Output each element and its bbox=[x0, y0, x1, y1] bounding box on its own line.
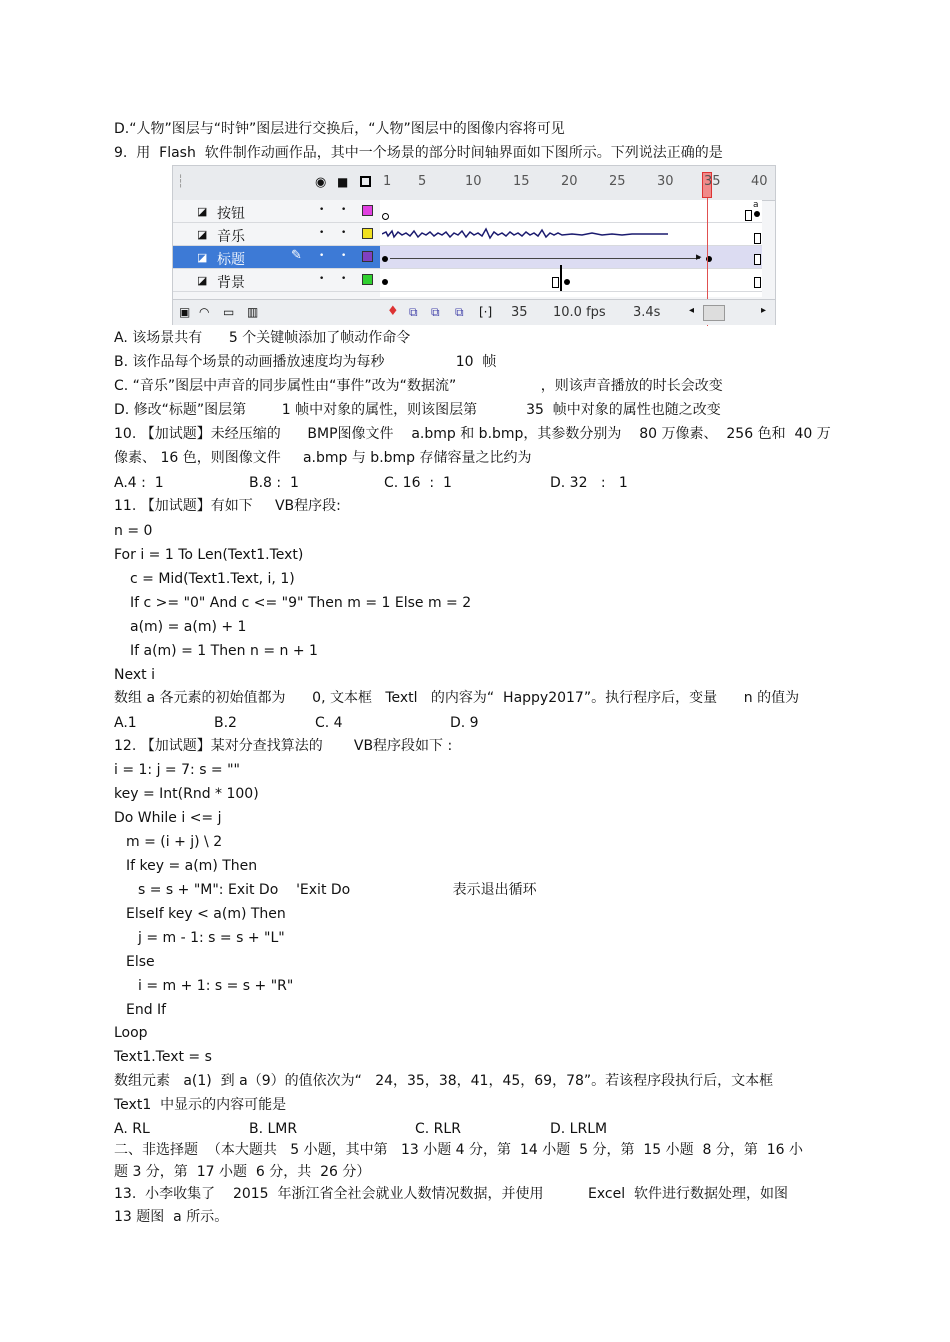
q10-option-b: B.8 : 1 bbox=[249, 475, 299, 491]
layer-name: 音乐 bbox=[217, 229, 245, 245]
code-line: n = 0 bbox=[114, 523, 153, 539]
frame-row: a bbox=[380, 200, 762, 223]
code-line: ElseIf key < a(m) Then bbox=[126, 906, 286, 922]
scroll-left-icon[interactable]: ◂ bbox=[689, 305, 695, 316]
q12-option-b: B. LMR bbox=[249, 1121, 298, 1137]
ruler-tick: 20 bbox=[561, 174, 578, 189]
layer-row-background[interactable] bbox=[173, 269, 380, 292]
layer-name: 按钮 bbox=[217, 206, 245, 222]
layer-name: 背景 bbox=[217, 275, 245, 291]
code-line: Do While i <= j bbox=[114, 810, 222, 826]
code-line: Loop bbox=[114, 1025, 148, 1041]
layer-color-swatch bbox=[362, 274, 373, 285]
q12-stem: 12. 【加试题】某对分查找算法的 VB程序段如下 : bbox=[114, 738, 453, 754]
pencil-icon: ✎ bbox=[291, 248, 302, 263]
q11-stem: 11. 【加试题】有如下 VB程序段: bbox=[114, 498, 341, 514]
ruler-tick: 5 bbox=[418, 174, 427, 189]
timeline-header: ┆ ◉ ■ 1 5 10 15 20 25 30 35 40 bbox=[173, 166, 775, 201]
q10-stem: 10. 【加试题】未经压缩的 BMP图像文件 a.bmp 和 b.bmp，其参数分别为 80 万像素、 256 色和 40 万 bbox=[114, 426, 831, 442]
onion-skin-icon[interactable]: ⧉ bbox=[409, 305, 418, 319]
q11-option-a: A.1 bbox=[114, 715, 137, 731]
q9-stem: 9. 用 Flash 软件制作动画作品，其中一个场景的部分时间轴界面如下图所示。下列说法正确的是 bbox=[114, 145, 723, 161]
visibility-dot[interactable]: • bbox=[319, 228, 325, 238]
q9-option-c: C. “音乐”图层中声音的同步属性由“事件”改为“数据流” ，则该声音播放的时长会改变 bbox=[114, 378, 723, 394]
code-line: j = m - 1: s = s + "L" bbox=[138, 930, 285, 946]
q10-option-d: D. 32 : 1 bbox=[550, 475, 628, 491]
current-frame: 35 bbox=[511, 305, 528, 320]
visibility-dot[interactable]: • bbox=[319, 274, 325, 284]
frame-rate: 10.0 fps bbox=[553, 305, 606, 320]
visibility-dot[interactable]: • bbox=[319, 205, 325, 215]
section-2-heading-cont: 题 3 分，第 17 小题 6 分，共 26 分） bbox=[114, 1164, 371, 1180]
code-line: c = Mid(Text1.Text, i, 1) bbox=[130, 571, 295, 587]
layer-color-swatch bbox=[362, 228, 373, 239]
q12-option-a: A. RL bbox=[114, 1121, 150, 1137]
q10-stem-cont: 像素、 16 色，则图像文件 a.bmp 与 b.bmp 存储容量之比约为 bbox=[114, 450, 532, 466]
code-line: m = (i + j) \ 2 bbox=[126, 834, 223, 850]
modify-markers-icon[interactable]: [·] bbox=[479, 305, 493, 319]
frame-end bbox=[552, 277, 559, 288]
elapsed-time: 3.4s bbox=[633, 305, 661, 320]
ruler-tick: 25 bbox=[609, 174, 626, 189]
q9-option-a: A. 该场景共有 5 个关键帧添加了帧动作命令 bbox=[114, 330, 411, 346]
q13-stem-cont: 13 题图 a 所示。 bbox=[114, 1209, 229, 1225]
code-line: If a(m) = 1 Then n = n + 1 bbox=[130, 643, 318, 659]
horizontal-scrollbar[interactable] bbox=[703, 305, 725, 321]
layer-icon: ◪ bbox=[197, 228, 208, 241]
code-line: s = s + "M": Exit Do 'Exit Do 表示退出循环 bbox=[138, 882, 537, 898]
folder-icon[interactable]: ▭ bbox=[223, 305, 235, 319]
keyframe bbox=[382, 256, 388, 262]
frame-end bbox=[754, 254, 761, 265]
q10-option-a: A.4 : 1 bbox=[114, 475, 164, 491]
q11-option-b: B.2 bbox=[214, 715, 237, 731]
q12-option-d: D. LRLM bbox=[550, 1121, 608, 1137]
frame-area[interactable] bbox=[380, 200, 762, 297]
sound-waveform bbox=[382, 223, 672, 245]
layer-color-swatch bbox=[362, 251, 373, 262]
layer-row-title[interactable] bbox=[173, 246, 380, 269]
visibility-dot[interactable]: • bbox=[319, 251, 325, 261]
outline-icon bbox=[360, 176, 371, 187]
code-line: Next i bbox=[114, 667, 155, 683]
onion-outline-icon[interactable]: ⧉ bbox=[431, 305, 440, 319]
layer-row-button[interactable] bbox=[173, 200, 380, 223]
frame-row bbox=[380, 269, 762, 292]
layer-color-swatch bbox=[362, 205, 373, 216]
ruler-tick: 35 bbox=[704, 174, 721, 189]
lock-icon: ■ bbox=[337, 175, 349, 189]
q8-option-d: D.“人物”图层与“时钟”图层进行交换后，“人物”图层中的图像内容将可见 bbox=[114, 121, 565, 137]
center-frame-icon[interactable]: ♦ bbox=[387, 304, 399, 319]
frame-end bbox=[745, 210, 752, 221]
q9-option-b: B. 该作品每个场景的动画播放速度均为每秒 10 帧 bbox=[114, 354, 497, 370]
flash-timeline bbox=[172, 165, 776, 325]
ruler-tick: 40 bbox=[751, 174, 768, 189]
ruler-tick: 15 bbox=[513, 174, 530, 189]
frame-end bbox=[754, 277, 761, 288]
scroll-right-icon[interactable]: ▸ bbox=[761, 305, 767, 316]
keyframe bbox=[382, 279, 388, 285]
code-line: End If bbox=[126, 1002, 167, 1018]
lock-dot[interactable]: • bbox=[341, 274, 347, 284]
code-line: Else bbox=[126, 954, 155, 970]
q10-option-c: C. 16 : 1 bbox=[384, 475, 452, 491]
frame-end bbox=[754, 233, 761, 244]
blank-keyframe bbox=[382, 213, 389, 220]
trash-icon[interactable]: ▥ bbox=[247, 305, 259, 319]
q11-option-d: D. 9 bbox=[450, 715, 479, 731]
lock-dot[interactable]: • bbox=[341, 228, 347, 238]
layer-icon: ◪ bbox=[197, 205, 208, 218]
q12-option-c: C. RLR bbox=[415, 1121, 461, 1137]
ruler-tick: 10 bbox=[465, 174, 482, 189]
code-line: For i = 1 To Len(Text1.Text) bbox=[114, 547, 304, 563]
eye-icon: ◉ bbox=[315, 175, 327, 190]
layer-name: 标题 bbox=[217, 252, 245, 268]
keyframe bbox=[564, 279, 570, 285]
layer-icon: ◪ bbox=[197, 251, 208, 264]
lock-dot[interactable]: • bbox=[341, 205, 347, 215]
frame-row bbox=[380, 223, 762, 246]
motion-guide-icon[interactable]: ◠ bbox=[199, 305, 210, 319]
section-2-heading: 二、非选择题 （本大题共 5 小题，其中第 13 小题 4 分，第 14 小题 5 分，第 15 小题 8 分，第 16 小 bbox=[114, 1142, 804, 1158]
frame-row: ▸ bbox=[380, 246, 762, 269]
timeline-footer bbox=[173, 299, 775, 325]
code-line: If c >= "0" And c <= "9" Then m = 1 Else m = 2 bbox=[130, 595, 472, 611]
q12-stem-cont2: Text1 中显示的内容可能是 bbox=[114, 1097, 287, 1113]
layer-row-music[interactable] bbox=[173, 223, 380, 246]
code-line: i = 1: j = 7: s = "" bbox=[114, 762, 240, 778]
q13-stem: 13. 小李收集了 2015 年浙江省全社会就业人数情况数据，并使用 Excel 软件进行数据处理，如图 bbox=[114, 1186, 788, 1202]
q9-option-d: D. 修改“标题”图层第 1 帧中对象的属性，则该图层第 35 帧中对象的属性也随之改变 bbox=[114, 402, 721, 418]
code-line: Text1.Text = s bbox=[114, 1049, 212, 1065]
ruler-tick: 30 bbox=[657, 174, 674, 189]
q12-stem-cont: 数组元素 a(1) 到 a（9）的值依次为“ 24，35，38，41，45，69，78”。若该程序段执行后，文本框 bbox=[114, 1073, 774, 1089]
code-line: a(m) = a(m) + 1 bbox=[130, 619, 247, 635]
code-line: If key = a(m) Then bbox=[126, 858, 258, 874]
q11-option-c: C. 4 bbox=[315, 715, 343, 731]
q11-stem-cont: 数组 a 各元素的初始值都为 0, 文本框 Textl 的内容为“ Happy2017”。执行程序后，变量 n 的值为 bbox=[114, 690, 800, 706]
edit-multiple-icon[interactable]: ⧉ bbox=[455, 305, 464, 319]
code-line: key = Int(Rnd * 100) bbox=[114, 786, 259, 802]
ruler-tick: 1 bbox=[383, 174, 392, 189]
code-line: i = m + 1: s = s + "R" bbox=[138, 978, 294, 994]
keyframe bbox=[754, 211, 760, 217]
new-layer-icon[interactable]: ▣ bbox=[179, 305, 191, 319]
layer-icon: ◪ bbox=[197, 274, 208, 287]
lock-dot[interactable]: • bbox=[341, 251, 347, 261]
